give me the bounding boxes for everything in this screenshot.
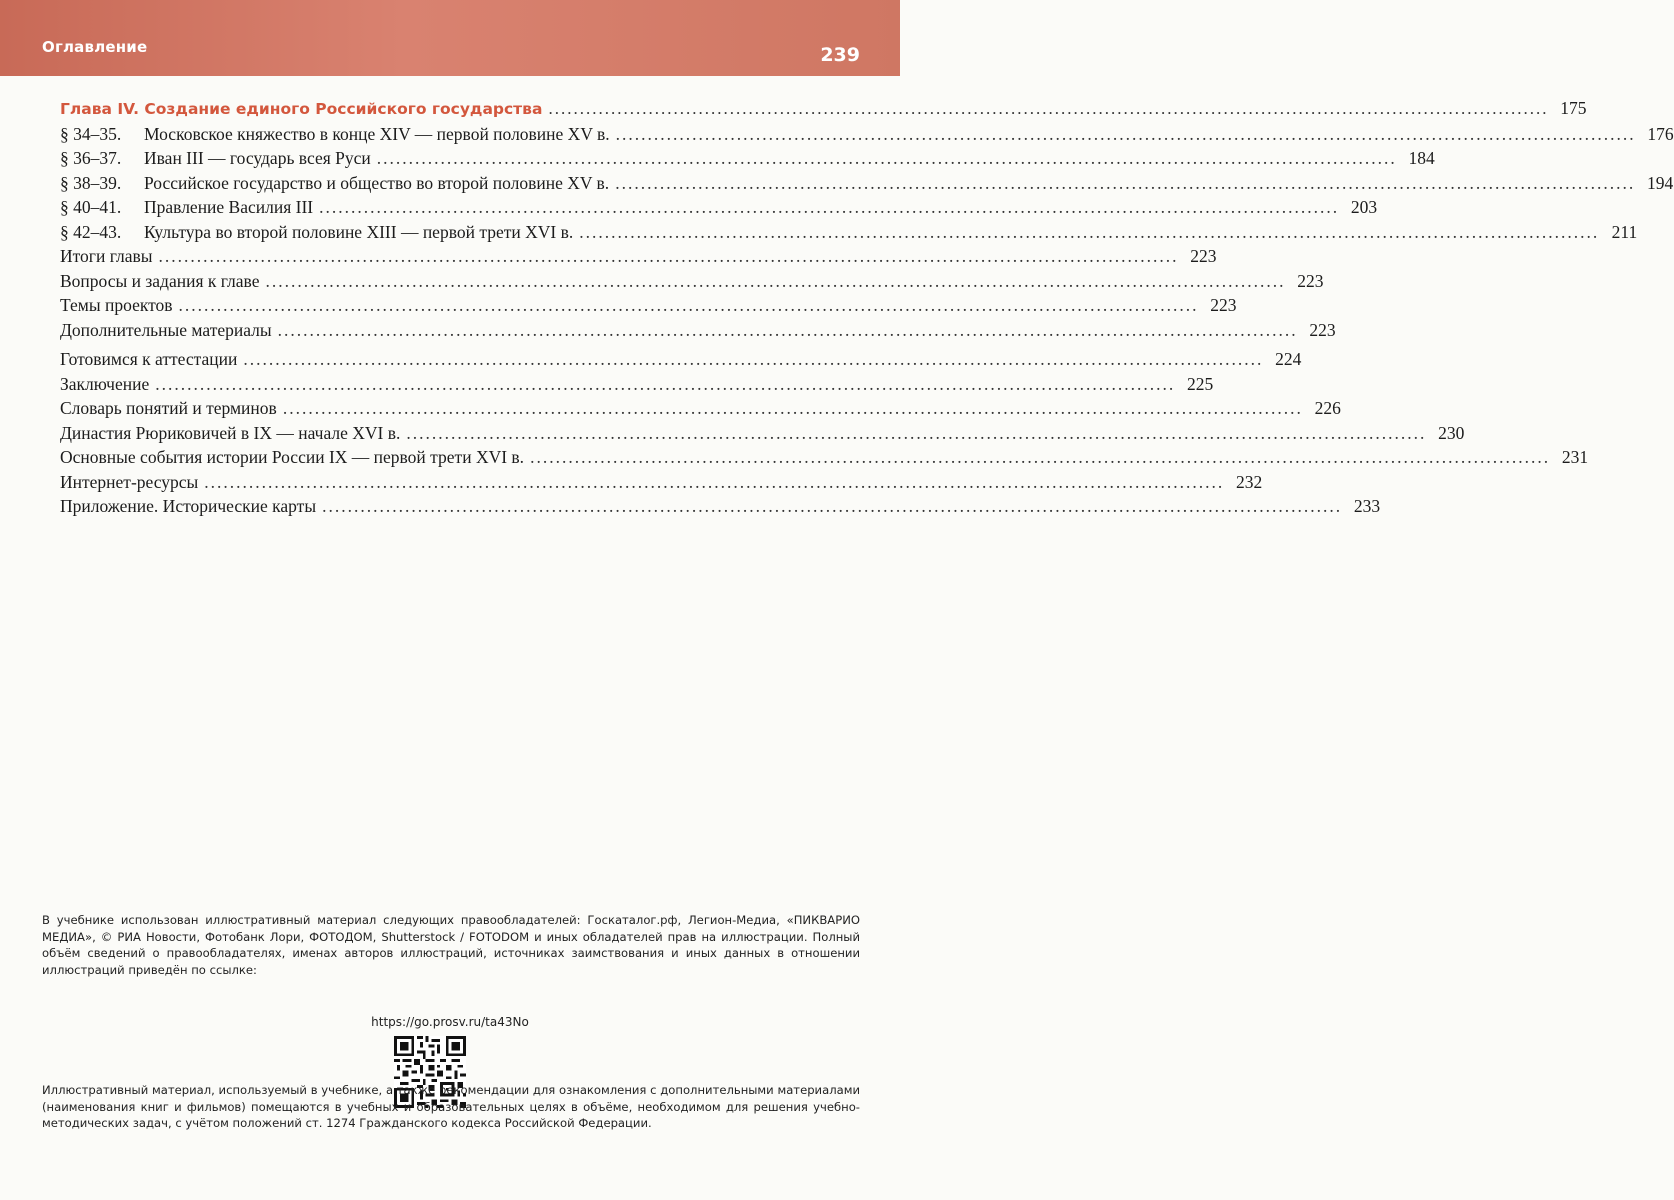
toc-appendix-title: Приложение. Исторические карты	[60, 496, 317, 516]
toc-leader-dots	[377, 146, 1397, 171]
toc-appendix-row[interactable]	[60, 421, 1465, 446]
toc-paragraph-title: Правление Василия III	[144, 197, 314, 217]
toc-extra-title: Темы проектов	[60, 295, 173, 315]
toc-appendix-page: 230	[1438, 422, 1465, 443]
toc-appendix-row[interactable]	[60, 445, 1589, 470]
toc-leader-dots	[322, 494, 1342, 519]
toc-extra-title: Вопросы и задания к главе	[60, 270, 260, 291]
toc-appendix-row[interactable]	[60, 396, 1341, 421]
toc-paragraph-page: 211	[1611, 221, 1638, 242]
toc-paragraph-page: 194	[1646, 172, 1674, 193]
toc-paragraph-title: Российское государство и общество во второй половине XV в.	[144, 172, 610, 193]
toc-chapter-row[interactable]	[60, 96, 1587, 121]
toc-appendix-page: 224	[1275, 349, 1302, 369]
toc-paragraph-row[interactable]	[60, 146, 1435, 171]
toc-leader-dots	[283, 396, 1303, 421]
toc-extra-row[interactable]	[60, 244, 1217, 269]
toc-leader-dots	[278, 318, 1298, 343]
toc-paragraph-row[interactable]	[60, 220, 1638, 245]
toc-leader-dots	[406, 421, 1426, 446]
toc-leader-dots	[243, 347, 1263, 372]
toc-leader-dots	[155, 372, 1175, 397]
toc-leader-dots	[179, 293, 1199, 318]
toc-extra-title: Итоги главы	[60, 246, 153, 266]
toc-appendix-title: Интернет-ресурсы	[60, 471, 199, 492]
toc-appendix-page: 231	[1561, 447, 1589, 467]
toc-appendix-page: 232	[1236, 471, 1263, 492]
toc-extra-page: 223	[1309, 319, 1336, 340]
toc-paragraph-row[interactable]	[60, 171, 1674, 196]
toc-appendix-title: Основные события истории России IX — первой трети XVI в.	[60, 447, 525, 467]
page-number: 239	[820, 44, 860, 66]
toc-chapter-title: Глава IV. Создание единого Российского государства	[60, 100, 543, 118]
toc-extra-row[interactable]	[60, 318, 1336, 343]
legal-notice-text: Иллюстративный материал, используемый в учебнике, а также рекомендации для ознакомления с дополнительными материалами (наименования книг и фильмов) помещаются в учебных и образовательных целях в объёме, необходимом для решения учебно-методических задач, с учётом положений ст. 1274 Гражданского кодекса Российской Федерации.	[42, 1083, 860, 1131]
toc-appendix-page: 226	[1314, 398, 1341, 418]
toc-paragraph-title: Культура во второй половине XIII — первой трети XVI в.	[144, 221, 574, 242]
toc-paragraph-number: § 38–39.	[60, 172, 122, 193]
toc-appendix-row[interactable]	[60, 347, 1302, 372]
toc-paragraph-title: Иван III — государь всея Руси	[144, 148, 371, 168]
toc-appendix-row[interactable]	[60, 494, 1381, 519]
toc-paragraph-page: 176	[1647, 123, 1674, 144]
toc-appendix-row[interactable]	[60, 372, 1214, 397]
image-credits-text: В учебнике использован иллюстративный материал следующих правообладателей: Госкаталог.рф, Легион-Медиа, «ПИКВАРИО МЕДИА», © РИА Новости, Фотобанк Лори, ФОТОДОМ, Shutterstock / FOTODOM и иных обладателей прав на иллюстрации. Полный объём сведений о правообладателях, именах авторов иллюстраций, источниках заимствования и иных данных в отношении иллюстраций приведён по ссылке:	[42, 913, 860, 977]
toc-extra-page: 223	[1190, 246, 1217, 266]
toc-appendix-title: Заключение	[60, 373, 150, 394]
toc-leader-dots	[616, 122, 1636, 147]
toc-extra-row[interactable]	[60, 269, 1324, 294]
toc-paragraph-page: 184	[1408, 148, 1435, 168]
toc-paragraph-number: § 42–43.	[60, 221, 122, 242]
toc-appendix-page: 233	[1353, 496, 1381, 516]
toc-leader-dots	[204, 470, 1224, 495]
toc-appendix-row[interactable]	[60, 470, 1263, 495]
toc-paragraph-number: § 34–35.	[60, 123, 122, 144]
toc-appendix-title: Готовимся к аттестации	[60, 349, 238, 369]
toc-paragraph-row[interactable]	[60, 195, 1378, 220]
toc-paragraph-title: Московское княжество в конце XIV — первой половине XV в.	[144, 123, 610, 144]
toc-leader-dots	[579, 220, 1599, 245]
toc-paragraph-page: 203	[1350, 197, 1378, 217]
toc-appendix-title: Династия Рюриковичей в IX — начале XVI в.	[60, 422, 401, 443]
toc-appendix-page: 225	[1187, 373, 1214, 394]
toc-extra-page: 223	[1297, 270, 1324, 291]
toc-paragraph-row[interactable]	[60, 122, 1674, 147]
credits-link[interactable]: https://go.prosv.ru/ta43No	[371, 1015, 529, 1029]
toc-extra-title: Дополнительные материалы	[60, 319, 272, 340]
toc-leader-dots	[159, 244, 1179, 269]
toc-appendix-title: Словарь понятий и терминов	[60, 398, 277, 418]
toc-leader-dots	[548, 97, 1548, 122]
toc-paragraph-number: § 36–37.	[60, 148, 122, 168]
toc-extra-page: 223	[1210, 295, 1237, 315]
table-of-contents	[60, 96, 1674, 519]
toc-leader-dots	[319, 195, 1339, 220]
section-title: Оглавление	[42, 38, 148, 56]
page-header	[0, 0, 900, 76]
toc-leader-dots	[265, 269, 1285, 294]
toc-paragraph-number: § 40–41.	[60, 197, 122, 217]
toc-leader-dots	[615, 171, 1635, 196]
toc-extra-row[interactable]	[60, 293, 1237, 318]
toc-leader-dots	[530, 445, 1550, 470]
toc-chapter-page: 175	[1560, 98, 1587, 118]
